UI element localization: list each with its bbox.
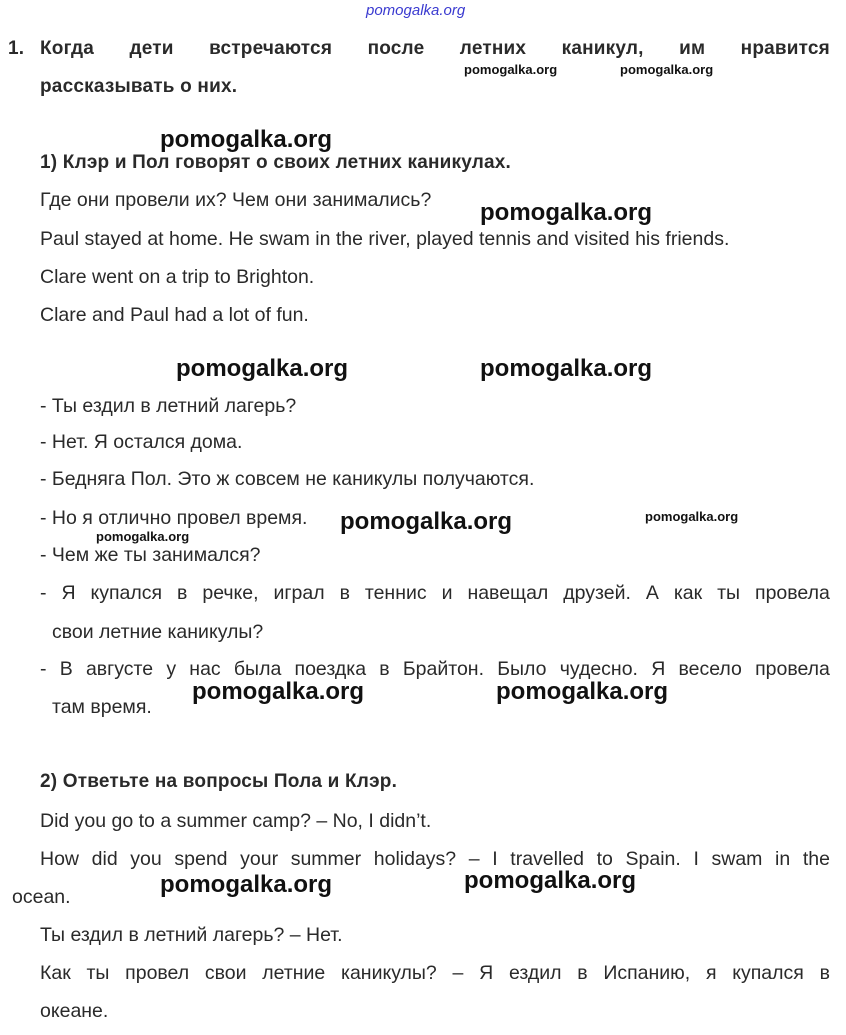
word: – xyxy=(452,962,464,984)
word: провела xyxy=(755,658,830,680)
word: друзей. xyxy=(563,582,631,604)
word: нас xyxy=(189,658,221,680)
watermark: pomogalka.org xyxy=(464,62,558,77)
word: каникулы? xyxy=(341,962,437,984)
dialogue-line: - Ты ездил в летний лагерь? xyxy=(40,395,297,417)
watermark: pomogalka.org xyxy=(96,529,190,544)
word: каникул, xyxy=(561,38,644,59)
word: играл xyxy=(273,582,325,604)
watermark: pomogalka.org xyxy=(480,199,653,226)
word: your xyxy=(240,848,279,870)
dialogue-line-justified xyxy=(40,581,830,605)
dialogue-line-justified xyxy=(40,657,830,681)
watermark: pomogalka.org xyxy=(480,355,653,382)
word: провела xyxy=(755,582,830,604)
watermark: pomogalka.org xyxy=(645,509,739,524)
word: I xyxy=(492,848,498,870)
word: I xyxy=(693,848,699,870)
part2-line-justified xyxy=(40,961,830,985)
word: in xyxy=(775,848,791,870)
word: you xyxy=(130,848,162,870)
word: и xyxy=(441,582,453,604)
part2-heading: 2) Ответьте на вопросы Пола и Клэр. xyxy=(40,771,398,792)
word: поездка xyxy=(294,658,367,680)
dialogue-line: - Бедняга Пол. Это ж совсем не каникулы получаются. xyxy=(40,468,535,490)
dialogue-line: - Но я отлично провел время. xyxy=(40,507,308,529)
word: А xyxy=(645,582,659,604)
word: летних xyxy=(459,38,527,59)
word: я xyxy=(705,962,717,984)
word: Когда xyxy=(40,38,95,59)
word: Было xyxy=(497,658,547,680)
word: провел xyxy=(125,962,190,984)
part2-line: Did you go to a summer camp? – No, I didn’t. xyxy=(40,810,432,832)
word: Как xyxy=(40,962,71,984)
word: дети xyxy=(129,38,174,59)
word: Брайтон. xyxy=(402,658,484,680)
word: купался xyxy=(90,582,163,604)
word: ты xyxy=(717,582,741,604)
part1-line: Clare went on a trip to Brighton. xyxy=(40,266,315,288)
dialogue-line-cont: свои летние каникулы? xyxy=(52,621,264,643)
word: Spain. xyxy=(625,848,681,870)
watermark: pomogalka.org xyxy=(496,678,669,705)
word: - xyxy=(40,582,47,604)
part1-line: Где они провели их? Чем они занимались? xyxy=(40,189,432,211)
word: swam xyxy=(711,848,763,870)
word: в xyxy=(379,658,390,680)
watermark-top: pomogalka.org xyxy=(366,2,466,19)
word: В xyxy=(59,658,73,680)
word: - xyxy=(40,658,47,680)
word: – xyxy=(468,848,480,870)
watermark: pomogalka.org xyxy=(464,867,637,894)
word: в xyxy=(177,582,188,604)
word: после xyxy=(367,38,425,59)
part2-line-cont: ocean. xyxy=(12,886,71,908)
word: the xyxy=(802,848,830,870)
part2-line-cont: океане. xyxy=(40,1000,109,1022)
watermark: pomogalka.org xyxy=(160,126,333,153)
word: чудесно. xyxy=(559,658,638,680)
word: купался xyxy=(732,962,804,984)
word: им xyxy=(679,38,706,59)
watermark: pomogalka.org xyxy=(340,508,513,535)
word: ездил xyxy=(508,962,562,984)
word: свои xyxy=(204,962,247,984)
word: Я xyxy=(651,658,666,680)
dialogue-line: - Нет. Я остался дома. xyxy=(40,431,243,453)
task-heading-line1 xyxy=(40,38,830,60)
word: to xyxy=(596,848,613,870)
word: августе xyxy=(85,658,154,680)
word: как xyxy=(673,582,703,604)
watermark: pomogalka.org xyxy=(620,62,714,77)
word: spend xyxy=(174,848,228,870)
word: речке, xyxy=(202,582,259,604)
word: весело xyxy=(678,658,742,680)
word: теннис xyxy=(364,582,427,604)
watermark: pomogalka.org xyxy=(192,678,365,705)
word: How xyxy=(40,848,80,870)
word: Испанию, xyxy=(603,962,691,984)
part1-line: Clare and Paul had a lot of fun. xyxy=(40,304,309,326)
dialogue-line: - Чем же ты занимался? xyxy=(40,544,261,566)
word: навещал xyxy=(467,582,549,604)
word: travelled xyxy=(510,848,585,870)
word: в xyxy=(577,962,588,984)
word: нравится xyxy=(740,38,830,59)
word: Я xyxy=(61,582,76,604)
word: летние xyxy=(262,962,326,984)
watermark: pomogalka.org xyxy=(176,355,349,382)
word: в xyxy=(819,962,830,984)
part1-line: Paul stayed at home. He swam in the river, played tennis and visited his friends. xyxy=(40,228,730,250)
word: у xyxy=(166,658,177,680)
task-heading-line2: рассказывать о них. xyxy=(40,76,238,97)
word: summer xyxy=(290,848,362,870)
word: была xyxy=(233,658,282,680)
word: ты xyxy=(86,962,110,984)
word: в xyxy=(339,582,350,604)
dialogue-line-cont: там время. xyxy=(52,696,152,718)
part1-heading: 1) Клэр и Пол говорят о своих летних каникулах. xyxy=(40,152,512,173)
part2-line-justified xyxy=(40,847,830,871)
watermark: pomogalka.org xyxy=(160,871,333,898)
word: Я xyxy=(479,962,494,984)
word: встречаются xyxy=(209,38,333,59)
word: holidays? xyxy=(373,848,457,870)
word: did xyxy=(91,848,118,870)
part2-line: Ты ездил в летний лагерь? – Нет. xyxy=(40,924,343,946)
task-number: 1. xyxy=(8,38,25,59)
